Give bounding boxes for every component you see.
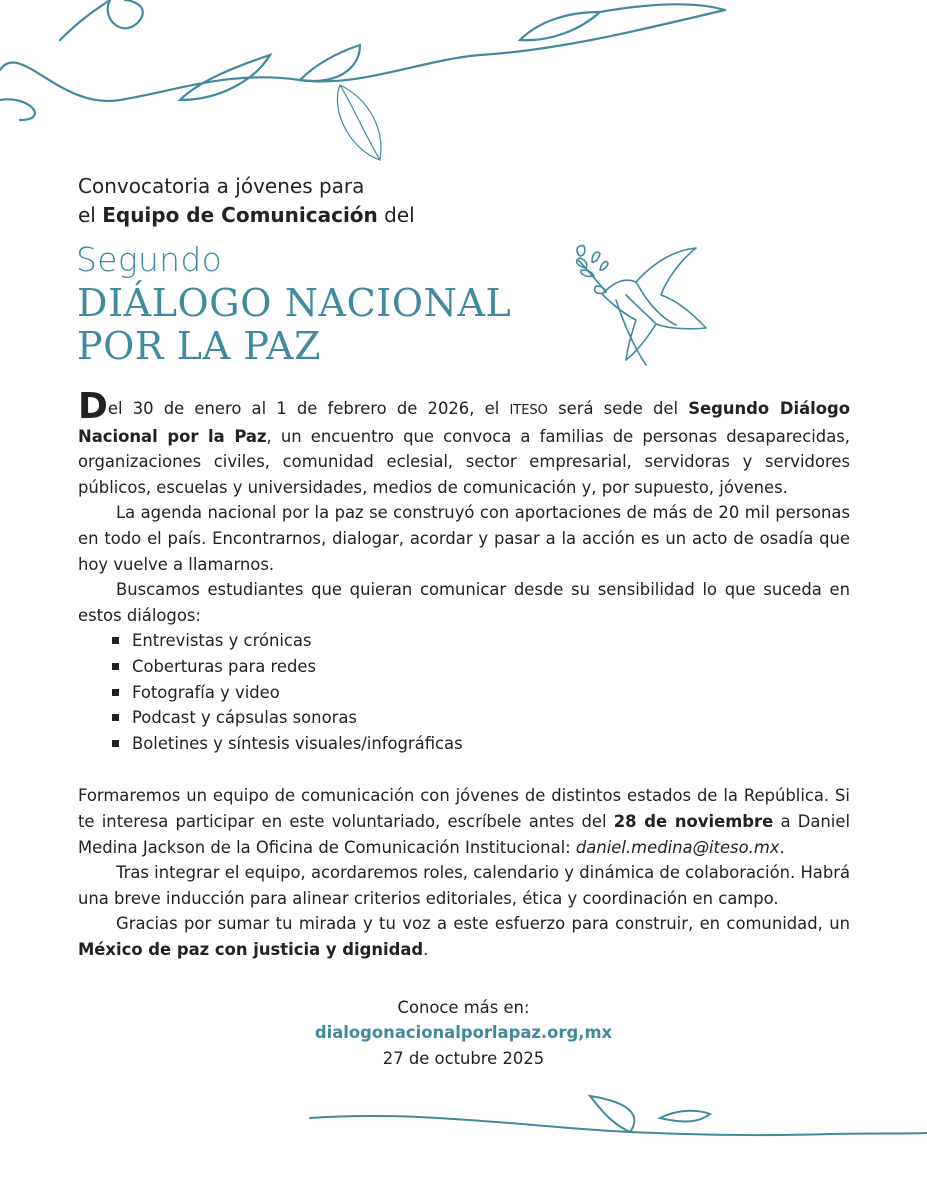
paragraph-5: Tras integrar el equipo, acordaremos roles, calendario y dinámica de colaboración. Habrá una breve inducción para alinear criterios editoriales, ética y coordinación en campo. (78, 863, 850, 908)
bullet-icon (112, 689, 119, 696)
paragraph-3: Buscamos estudiantes que quieran comunicar desde su sensibilidad lo que suceda en estos diálogos: (78, 580, 850, 625)
bullet-icon (112, 714, 119, 721)
intro-line-1: Convocatoria a jóvenes para (78, 174, 365, 198)
drop-cap: D (78, 386, 108, 427)
bottom-branch-decoration (300, 1088, 927, 1148)
paragraph-1: Del 30 de enero al 1 de febrero de 2026, el ITESO será sede del Segundo Diálogo Nacional por la Paz, un encuentro que convoca a familias de personas desaparecidas, organizaciones civiles, comunidad eclesial, sector empresarial, servidoras y servidores públicos, escuelas y universidades, medios de comunicación y, por supuesto, jóvenes. (78, 386, 850, 497)
bullet-icon (112, 740, 119, 747)
bullet-icon (112, 637, 119, 644)
email-link[interactable]: daniel.medina@iteso.mx (575, 837, 780, 857)
body-text (78, 386, 850, 962)
list-item: Boletines y síntesis visuales/infográficas (78, 731, 850, 757)
title-line-2: POR LA PAZ (77, 324, 322, 368)
paragraph-2: La agenda nacional por la paz se construyó con aportaciones de más de 20 mil personas en todo el país. Encontrarnos, dialogar, acordar y pasar a la acción es un acto de osadía que hoy vuelve a llamarnos. (78, 503, 850, 574)
intro-line-2: el Equipo de Comunicación del (78, 203, 415, 227)
footer-website-link[interactable]: dialogonacionalporlapaz.org,mx (314, 1023, 613, 1042)
olive-branch-decoration (0, 0, 927, 170)
list-item: Coberturas para redes (78, 654, 850, 680)
paragraph-6: Gracias por sumar tu mirada y tu voz a este esfuerzo para construir, en comunidad, un México de paz con justicia y dignidad. (78, 914, 850, 959)
footer-more-label: Conoce más en: (397, 998, 530, 1017)
title-segundo: Segundo (76, 240, 223, 279)
title-line-1: DIÁLOGO NACIONAL (77, 281, 512, 325)
list-item: Fotografía y video (78, 680, 850, 706)
paragraph-4: Formaremos un equipo de comunicación con jóvenes de distintos estados de la República. Si te interesa participar en este voluntariado, escríbele antes del 28 de noviembre a Daniel Medina Jackson de la Oficina de Comunicación Institucional: daniel.medina@iteso.mx. (78, 786, 850, 857)
bullet-list (78, 628, 850, 756)
bullet-icon (112, 663, 119, 670)
header-block (78, 172, 598, 230)
list-item: Podcast y cápsulas sonoras (78, 705, 850, 731)
footer-date: 27 de octubre 2025 (382, 1049, 545, 1068)
list-item: Entrevistas y crónicas (78, 628, 850, 654)
dove-icon (566, 240, 716, 370)
